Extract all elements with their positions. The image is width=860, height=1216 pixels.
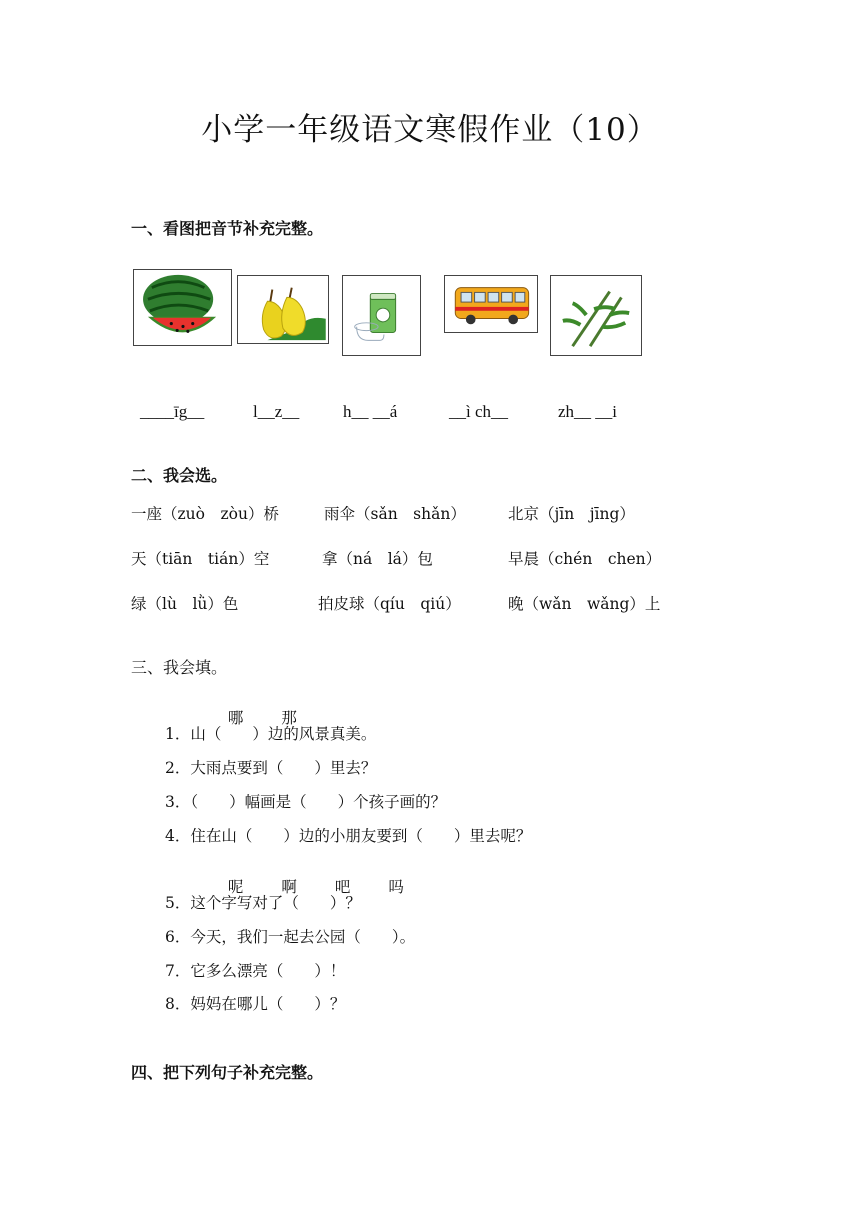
fill-item-3: 3．（ ）幅画是（ ）个孩子画的？ — [165, 793, 447, 811]
choice-item: 早晨（chén chen） — [508, 550, 662, 568]
choice-item: 北京（jīn jīng） — [508, 505, 635, 523]
blank-1: ____īg__ — [140, 402, 205, 421]
watermelon-icon — [133, 269, 232, 346]
choice-item: 一座（zuò zòu）桥 — [131, 505, 279, 523]
choice-item: 绿（lù lǜ）色 — [131, 595, 239, 613]
page-title: 小学一年级语文寒假作业（10） — [201, 112, 659, 148]
pear-icon — [237, 275, 329, 344]
section-2-heading: 二、我会选。 — [131, 466, 228, 485]
blank-4: __ì ch__ — [449, 402, 509, 421]
word-bank-item: 吧 — [334, 878, 351, 896]
word-bank-item: 那 — [281, 709, 297, 727]
blank-5: zh__ __i — [558, 402, 618, 421]
tea-cup-icon — [342, 275, 421, 356]
choice-item: 晚（wǎn wǎng）上 — [508, 595, 661, 613]
fill-item-6: 6．今天，我们一起去公园（ ）。 — [165, 928, 416, 946]
choice-item: 拿（ná lá）包 — [322, 550, 433, 568]
section-3-heading: 三、我会填。 — [131, 658, 228, 677]
fill-item-2: 2．大雨点要到（ ）里去？ — [165, 759, 377, 777]
choice-item: 雨伞（sǎn shǎn） — [324, 505, 466, 523]
bus-icon — [444, 275, 538, 333]
word-bank-item: 哪 — [227, 709, 244, 727]
fill-item-1: 1．山（ ）边的风景真美。 — [165, 725, 377, 743]
word-bank-item: 啊 — [281, 878, 297, 896]
fill-item-5: 5．这个字写对了（ ）？ — [165, 894, 361, 912]
choice-item: 天（tiān tián）空 — [131, 550, 270, 568]
fill-item-8: 8．妈妈在哪儿（ ）？ — [165, 995, 346, 1013]
blank-2: l__z__ — [253, 402, 300, 421]
word-bank-item: 呢 — [227, 878, 244, 896]
word-bank-item: 吗 — [388, 878, 404, 896]
choice-item: 拍皮球（qíu qiú） — [318, 595, 461, 613]
section-1-heading: 一、看图把音节补充完整。 — [131, 219, 324, 238]
fill-item-7: 7．它多么漂亮（ ）！ — [165, 962, 346, 980]
section-4-heading: 四、把下列句子补充完整。 — [131, 1063, 324, 1082]
bamboo-icon — [550, 275, 642, 356]
blank-3: h__ __á — [343, 402, 398, 421]
fill-item-4: 4．住在山（ ）边的小朋友要到（ ）里去呢？ — [165, 827, 532, 845]
